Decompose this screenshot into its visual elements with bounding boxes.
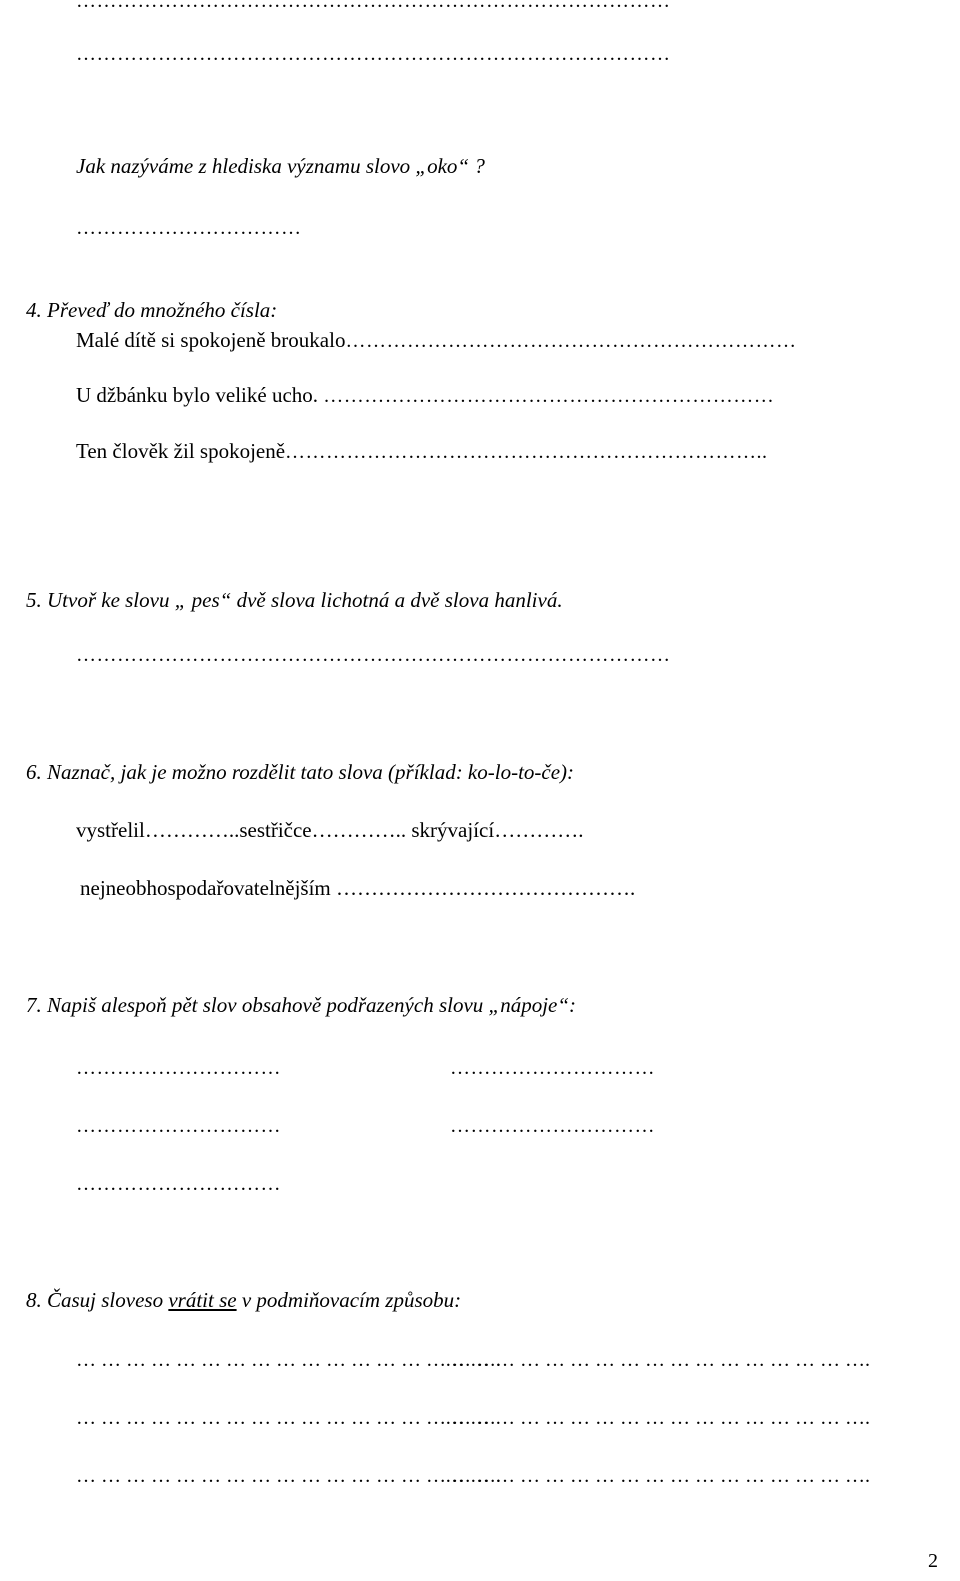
word: vystřelil xyxy=(76,818,145,842)
answer-line: … … … … … … … … … … … … … … … … …. xyxy=(76,1465,501,1487)
answer-line: …………………………… xyxy=(76,217,302,239)
answer-line: ………………………………………………………… xyxy=(345,330,797,352)
answer-line: …………. xyxy=(494,818,584,842)
question-8-title xyxy=(26,1290,461,1311)
answer-line: ………………………… xyxy=(450,1057,655,1079)
title-text: v podmiňovacím způsobu: xyxy=(236,1288,462,1312)
answer-line: …………………………………………………………………………… xyxy=(76,644,671,666)
answer-line: …………………………………………………………………………… xyxy=(76,0,671,12)
answer-line: ………………………… xyxy=(450,1115,655,1137)
word: sestřičce xyxy=(239,818,312,842)
word: skrývající xyxy=(411,818,495,842)
sentence-text: Malé dítě si spokojeně broukalo xyxy=(76,328,346,352)
answer-line: … … … … … … … … … … … … … … … … … xyxy=(76,1407,496,1429)
page-number: 2 xyxy=(928,1550,938,1572)
question-6-title: 6. Naznač, jak je možno rozdělit tato slova (příklad: ko-lo-to-če): xyxy=(26,760,575,784)
answer-line: ………………………… xyxy=(76,1115,281,1137)
syllable-row xyxy=(76,820,583,841)
answer-line: ………….. xyxy=(311,818,412,842)
answer-line: …………………………………………………………………………… xyxy=(76,43,671,65)
sentence-2 xyxy=(76,385,774,406)
question-5-title: 5. Utvoř ke slovu „ pes“ dvě slova lichotná a dvě slova hanlivá. xyxy=(26,588,563,612)
answer-line: … … … … … … … … … … … … … … … … …. xyxy=(76,1349,501,1371)
sentence-3 xyxy=(76,441,768,462)
answer-line: ………………………………………………………… xyxy=(323,385,775,407)
syllable-row xyxy=(80,878,635,899)
answer-line: ………….. xyxy=(144,818,240,842)
question-7-title: 7. Napiš alespoň pět slov obsahově podřazených slovu „nápoje“: xyxy=(26,993,577,1017)
verb: vrátit se xyxy=(168,1288,237,1312)
answer-line: ………………………… xyxy=(76,1057,281,1079)
word: nejneobhospodařovatelnějším xyxy=(80,876,331,900)
sentence-1 xyxy=(76,330,796,351)
sentence-text: U džbánku bylo veliké ucho. xyxy=(76,383,319,407)
answer-line: … … … … … … … … … … … … … … … … …. xyxy=(445,1349,870,1371)
answer-line: ……………………………………. xyxy=(330,876,636,900)
question-4-title: 4. Převeď do množného čísla: xyxy=(26,298,278,322)
answer-line: … … … … … … … … … … … … … … … … …. xyxy=(445,1465,870,1487)
answer-line: … … … … … … … … … … … … … … … … …. xyxy=(445,1407,870,1429)
answer-line: ………………………… xyxy=(76,1173,281,1195)
sentence-text: Ten člověk žil spokojeně xyxy=(76,439,286,463)
title-text: 8. Časuj sloveso xyxy=(26,1288,169,1312)
question-3-text: Jak nazýváme z hlediska významu slovo „oko“ ? xyxy=(76,154,485,178)
answer-line: …………………………………………………………….. xyxy=(285,441,768,463)
